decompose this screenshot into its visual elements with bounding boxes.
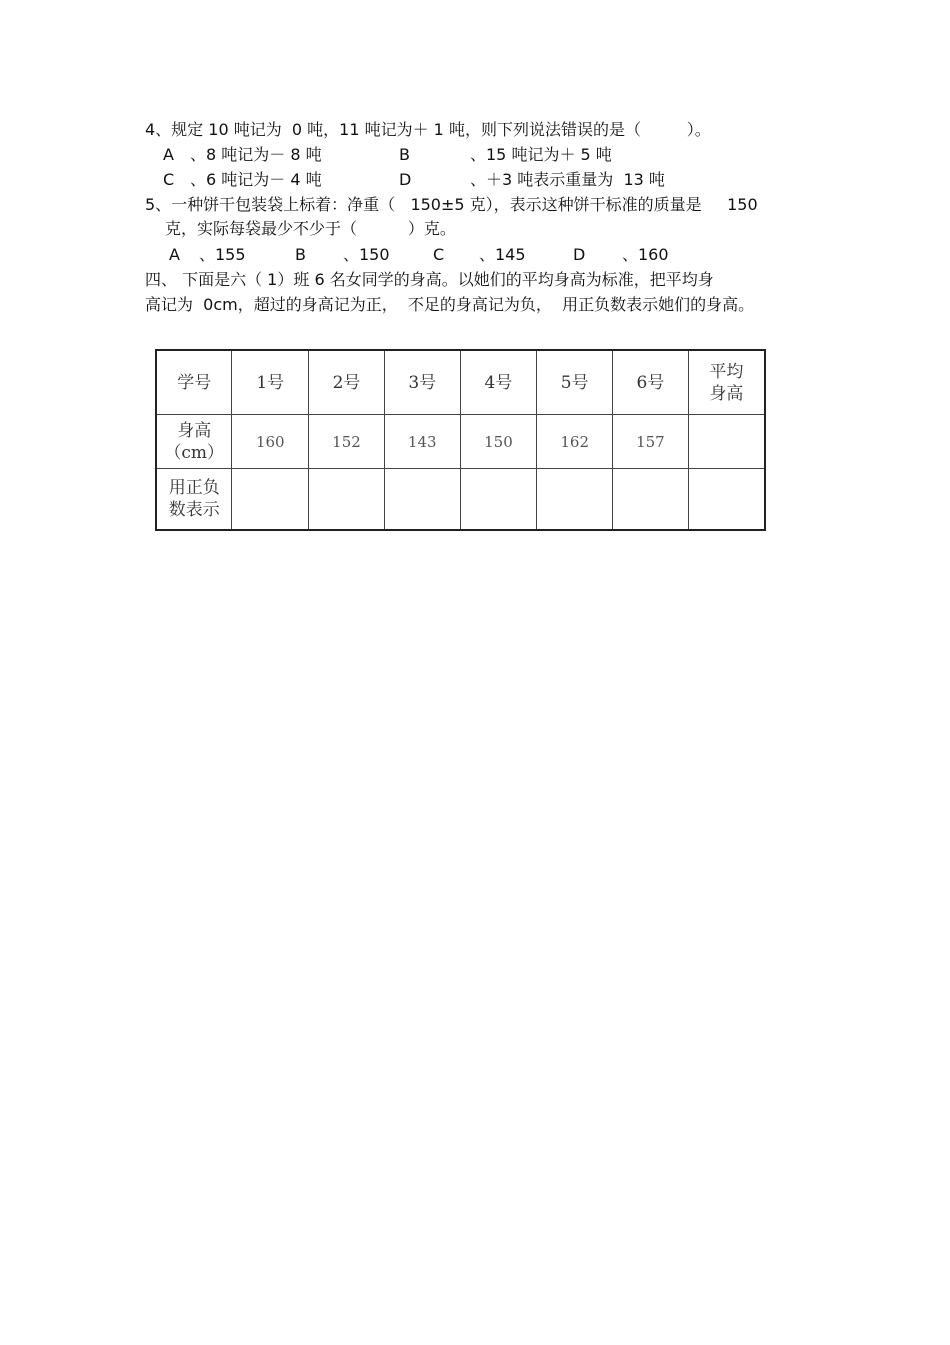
table-row-height bbox=[156, 415, 765, 469]
average-height-header-line2: 身高 bbox=[709, 383, 744, 404]
table-row-signed bbox=[156, 469, 765, 531]
height-cell-4: 150 bbox=[460, 415, 537, 469]
question-5-stem-line2: 克，实际每袋最少不少于（ ）克。 bbox=[165, 219, 456, 238]
signed-row-label-line2: 数表示 bbox=[168, 500, 220, 520]
q5-option-a-text: 、155 bbox=[199, 245, 246, 264]
q4-option-d-letter: D bbox=[399, 170, 412, 189]
section-4-intro-line1: 四、 下面是六（ 1）班 6 名女同学的身高。以她们的平均身高为标准，把平均身 bbox=[145, 270, 714, 289]
student-4-header: 4号 bbox=[460, 350, 537, 415]
student-height-table bbox=[155, 349, 766, 531]
height-cell-6: 157 bbox=[613, 415, 689, 469]
signed-answer-cell-4[interactable] bbox=[460, 469, 537, 531]
signed-answer-cell-3[interactable] bbox=[384, 469, 460, 531]
question-5-stem-line1: 5、一种饼干包装袋上标着：净重（ 150±5 克），表示这种饼干标准的质量是 150 bbox=[145, 195, 758, 214]
height-row-label bbox=[156, 415, 232, 469]
q5-option-d-text: 、160 bbox=[622, 245, 669, 264]
q4-option-d-text: 、＋3 吨表示重量为 13 吨 bbox=[470, 170, 665, 189]
q4-option-b-letter: B bbox=[399, 145, 410, 164]
signed-answer-cell-2[interactable] bbox=[309, 469, 385, 531]
q5-option-a-letter: A bbox=[169, 245, 180, 264]
q4-option-a-letter: A bbox=[163, 145, 174, 164]
average-height-header-line1: 平均 bbox=[709, 361, 744, 382]
q4-option-c-letter: C bbox=[163, 170, 175, 189]
q5-option-d-letter: D bbox=[573, 245, 586, 264]
height-row-label-line2: （cm） bbox=[164, 442, 225, 463]
signed-answer-cell-6[interactable] bbox=[613, 469, 689, 531]
student-2-header: 2号 bbox=[309, 350, 385, 415]
table-header-row bbox=[156, 350, 765, 415]
q4-option-c-text: 、6 吨记为－ 4 吨 bbox=[190, 170, 322, 189]
average-height-header bbox=[688, 350, 765, 415]
student-6-header: 6号 bbox=[613, 350, 689, 415]
student-5-header: 5号 bbox=[537, 350, 613, 415]
section-4-intro-line2: 高记为 0cm，超过的身高记为正， 不足的身高记为负， 用正负数表示她们的身高。 bbox=[145, 295, 755, 314]
height-cell-5: 162 bbox=[537, 415, 613, 469]
signed-row-label bbox=[156, 469, 232, 531]
q4-option-a-text: 、8 吨记为－ 8 吨 bbox=[190, 145, 322, 164]
question-4-stem: 4、规定 10 吨记为 0 吨，11 吨记为＋ 1 吨，则下列说法错误的是（ ）。 bbox=[145, 120, 711, 139]
signed-row-label-line1: 用正负 bbox=[168, 478, 220, 498]
height-cell-1: 160 bbox=[232, 415, 309, 469]
student-3-header: 3号 bbox=[384, 350, 460, 415]
student-number-header: 学号 bbox=[156, 350, 232, 415]
signed-answer-cell-5[interactable] bbox=[537, 469, 613, 531]
average-height-cell[interactable] bbox=[688, 415, 765, 469]
q4-option-b-text: 、15 吨记为＋ 5 吨 bbox=[470, 145, 612, 164]
q5-option-b-text: 、150 bbox=[343, 245, 390, 264]
height-cell-3: 143 bbox=[384, 415, 460, 469]
student-1-header: 1号 bbox=[232, 350, 309, 415]
q5-option-c-text: 、145 bbox=[479, 245, 526, 264]
signed-average-cell[interactable] bbox=[688, 469, 765, 531]
height-cell-2: 152 bbox=[309, 415, 385, 469]
height-row-label-line1: 身高 bbox=[177, 420, 212, 441]
q5-option-b-letter: B bbox=[295, 245, 306, 264]
q5-option-c-letter: C bbox=[433, 245, 445, 264]
signed-answer-cell-1[interactable] bbox=[232, 469, 309, 531]
